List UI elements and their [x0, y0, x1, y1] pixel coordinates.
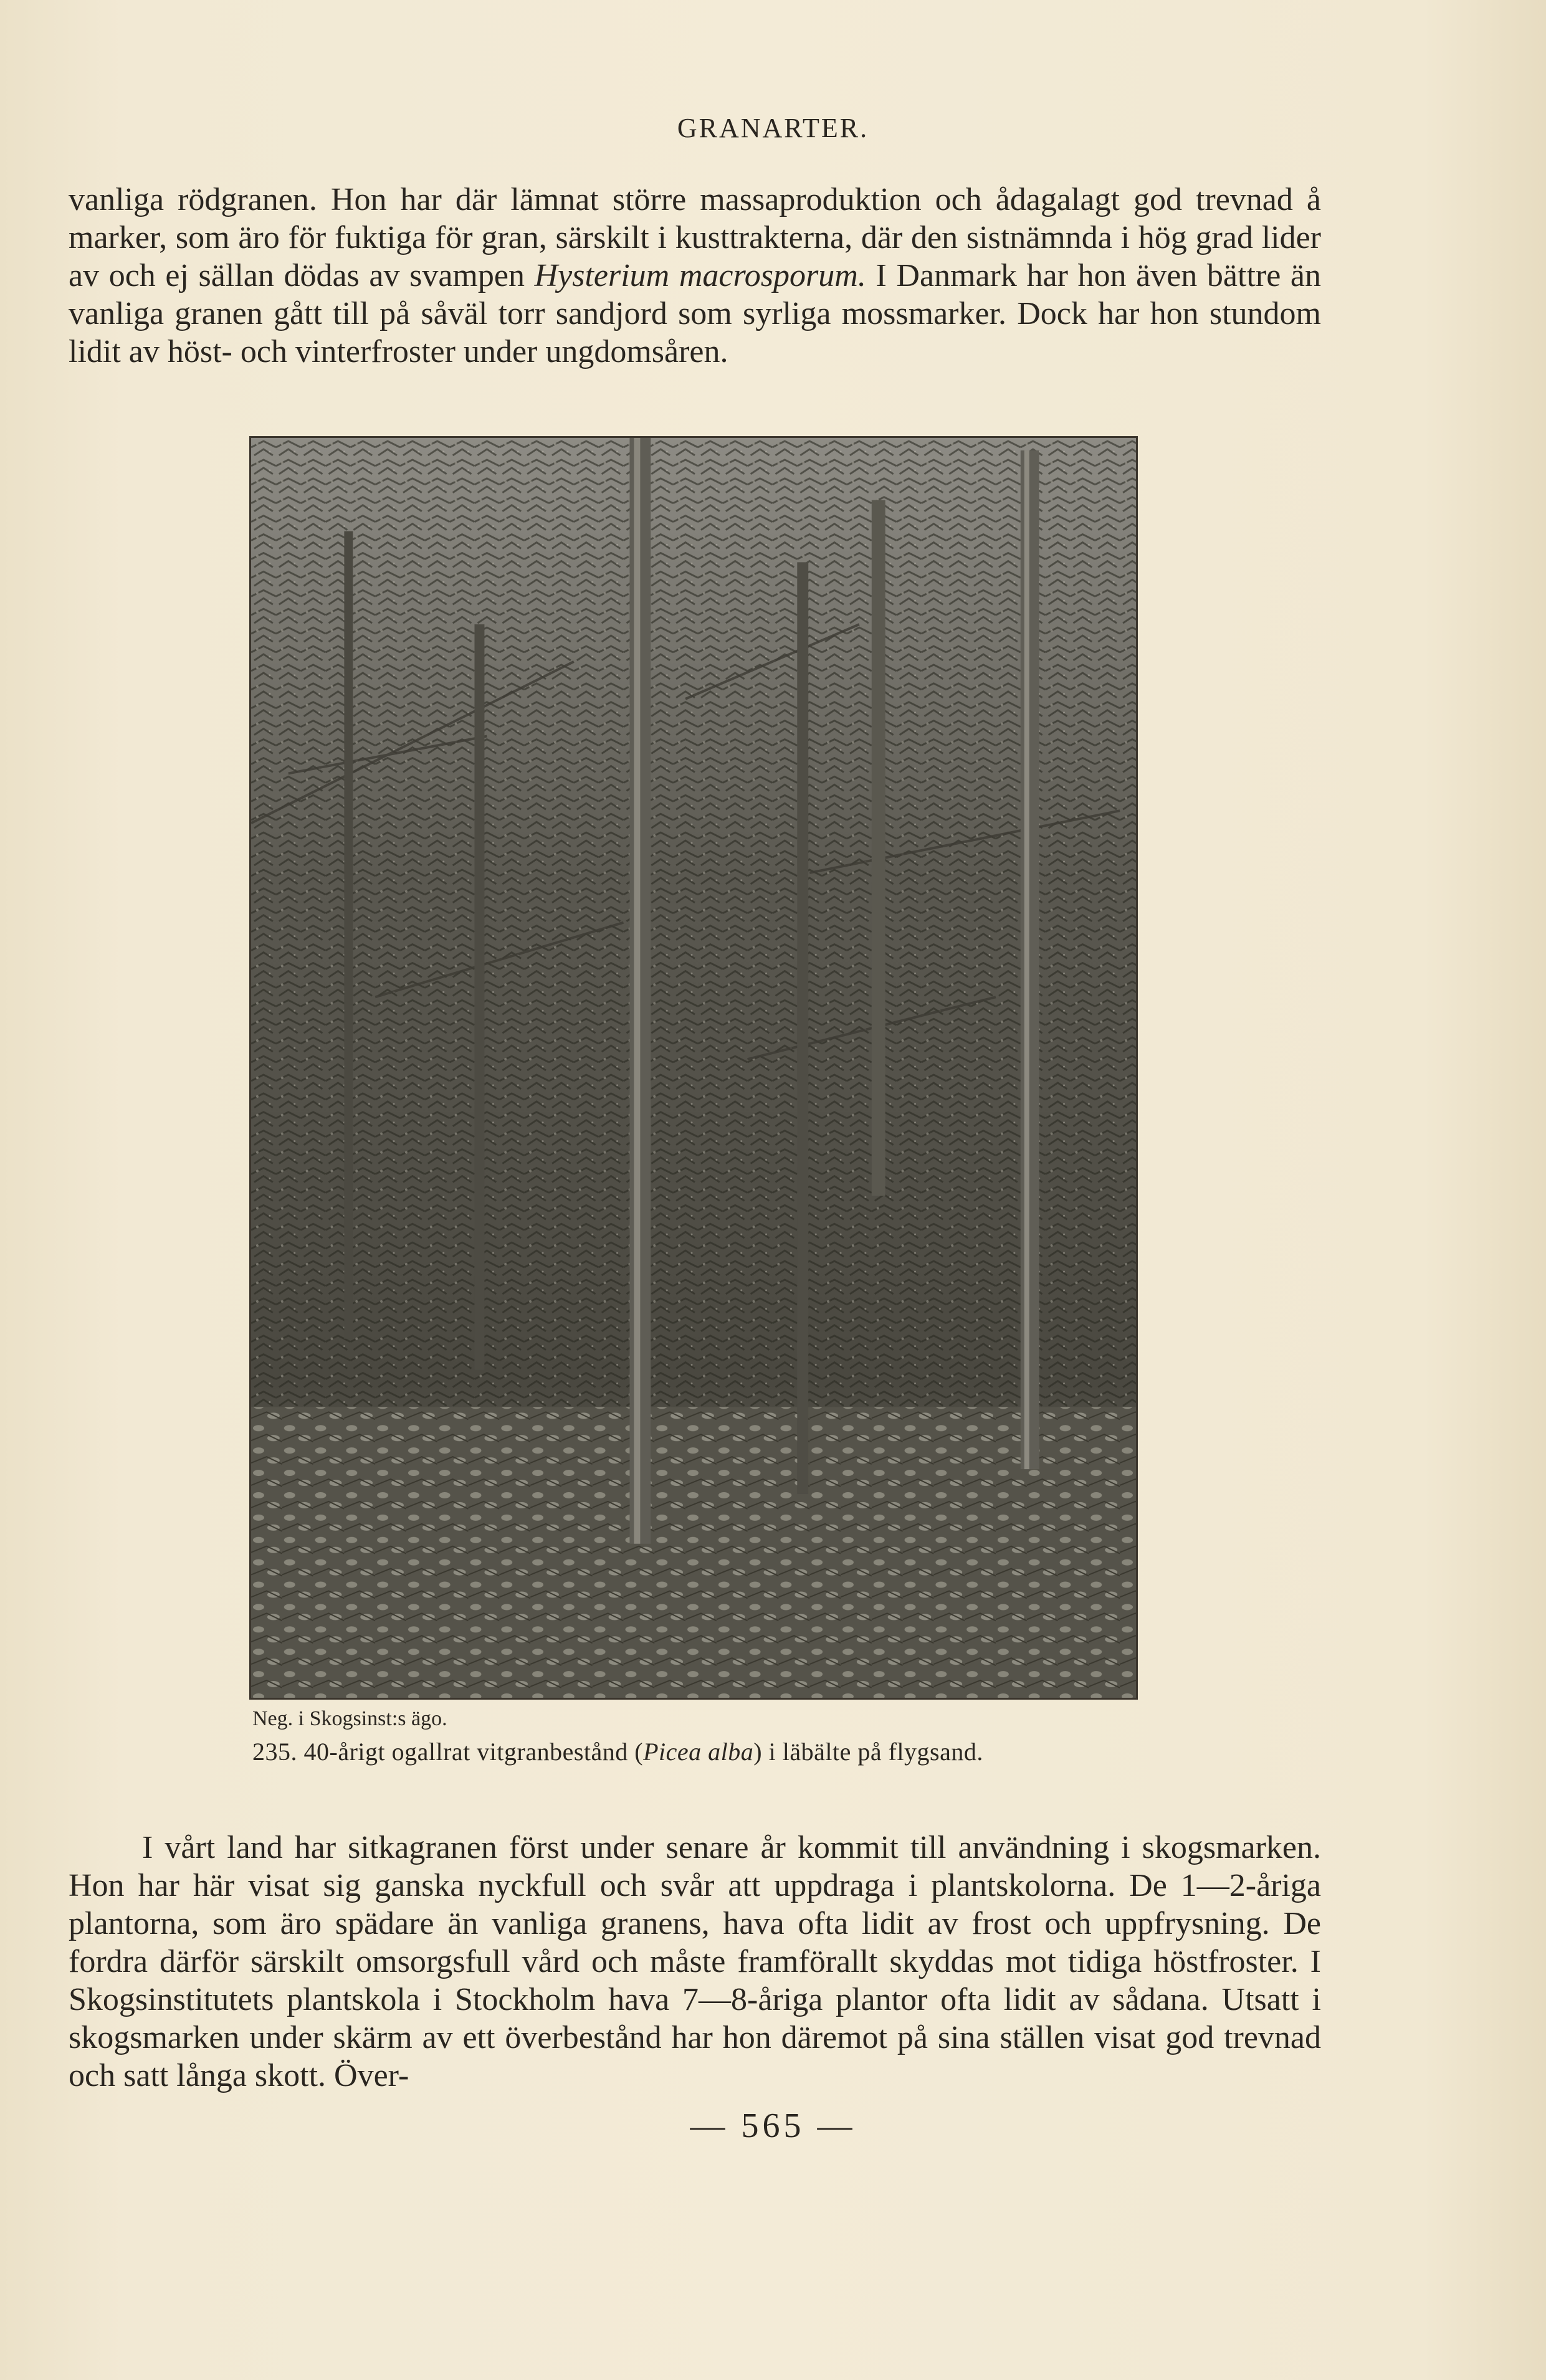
paragraph-1 — [69, 181, 1321, 371]
negative-credit: Neg. i Skogsinst:s ägo. — [252, 1707, 447, 1730]
paragraph-1-tail: I Danmark har hon även bättre än vanliga granen gått till på såväl torr sandjord som syrliga mossmarker. Dock har hon stundom lidit av höst- och vinterfroster under ungdomsåren. — [69, 258, 1321, 369]
caption-species: Picea alba — [643, 1738, 754, 1766]
figure-number: 235. — [252, 1738, 297, 1766]
figure-caption — [252, 1737, 1187, 1766]
photo-spruce-stand-icon — [251, 438, 1136, 1698]
page-number: — 565 — — [690, 2106, 856, 2145]
species-name: Hysterium macrosporum. — [534, 258, 866, 293]
paragraph-2: I vårt land har sitkagranen först under senare år kommit till användning i skogsmarken. Hon har här visat sig ganska nyckfull och svår att uppdraga i plantskolorna. De 1—2-åriga plantorna, som äro spädare än vanliga granens, hava ofta lidit av frost och uppfrysning. De fordra därför särskilt omsorgsfull vård och måste framförallt skyddas mot tidiga höstfroster. I Skogsinstitutets plantskola i Stockholm hava 7—8-åriga plantor ofta lidit av sådana. Utsatt i skogsmarken under skärm av ett överbestånd har hon däremot på sina ställen visat god trevnad och satt långa skott. Över- — [69, 1830, 1321, 2093]
caption-lead: 40-årigt ogallrat vitgranbestånd ( — [297, 1738, 644, 1766]
caption-tail: ) i läbälte på flygsand. — [753, 1738, 983, 1766]
running-head: GRANARTER. — [677, 113, 869, 143]
figure-photo — [249, 436, 1138, 1700]
paragraph-1-lead: vanliga rödgranen. Hon har där lämnat större massaproduktion och ådagalagt god trevnad å marker, som äro för fuktiga för gran, särskilt i kusttrakterna, där den sistnämnda i hög grad lider av och ej sällan dödas av svampen — [69, 182, 1321, 293]
